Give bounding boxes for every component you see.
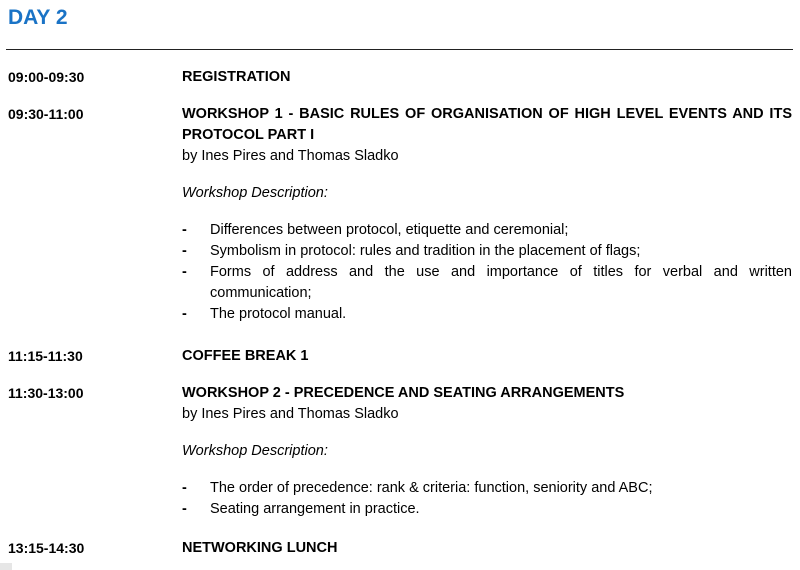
session-time: 09:30-11:00 [8, 106, 84, 122]
bullet-dash: - [182, 222, 187, 238]
session-title: REGISTRATION [182, 69, 291, 85]
session-title: WORKSHOP 2 - PRECEDENCE AND SEATING ARRANGEMENTS [182, 385, 625, 401]
session-time: 09:00-09:30 [8, 69, 85, 85]
session-block [182, 538, 792, 559]
list-item [182, 478, 792, 499]
session-block [182, 67, 792, 88]
session-block [182, 346, 792, 367]
list-item [182, 220, 792, 241]
list-item [182, 499, 792, 520]
bullet-dash: - [182, 264, 187, 280]
list-item [182, 241, 792, 262]
workshop-topics-list [182, 220, 792, 325]
list-item-text: The order of precedence: rank & criteria: function, seniority and ABC; [210, 480, 653, 496]
day-heading: DAY 2 [8, 6, 68, 29]
session-speakers: by Ines Pires and Thomas Sladko [182, 406, 399, 422]
list-item-text: Seating arrangement in practice. [210, 501, 420, 517]
session-title: WORKSHOP 1 - BASIC RULES OF ORGANISATION OF HIGH LEVEL EVENTS AND ITS PROTOCOL PART I [182, 106, 792, 143]
session-time: 13:15-14:30 [8, 540, 85, 556]
list-item-text: The protocol manual. [210, 306, 347, 322]
bullet-dash: - [182, 480, 187, 496]
list-item-text: Forms of address and the use and importance of titles for verbal and written communication; [210, 264, 792, 301]
bullet-dash: - [182, 501, 187, 517]
workshop-description-label: Workshop Description: [182, 185, 328, 201]
session-time: 11:15-11:30 [8, 348, 83, 364]
session-time: 11:30-13:00 [8, 385, 84, 401]
bullet-dash: - [182, 243, 187, 259]
list-item [182, 262, 792, 304]
workshop-description-label: Workshop Description: [182, 443, 328, 459]
page-edge-mark [0, 563, 12, 570]
list-item-text: Differences between protocol, etiquette and ceremonial; [210, 222, 569, 238]
heading-divider [6, 49, 793, 50]
session-speakers: by Ines Pires and Thomas Sladko [182, 148, 399, 164]
workshop-topics-list [182, 478, 792, 520]
session-title: NETWORKING LUNCH [182, 540, 338, 556]
list-item-text: Symbolism in protocol: rules and tradition in the placement of flags; [210, 243, 641, 259]
session-title: COFFEE BREAK 1 [182, 348, 309, 364]
list-item [182, 304, 792, 325]
session-block [182, 383, 792, 520]
session-block [182, 104, 792, 325]
bullet-dash: - [182, 306, 187, 322]
